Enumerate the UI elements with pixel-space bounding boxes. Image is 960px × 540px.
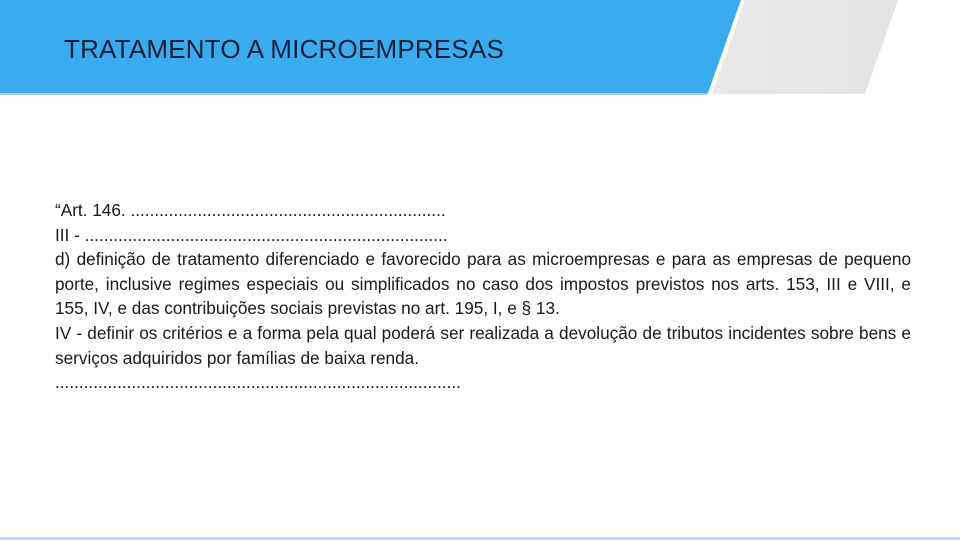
article-paragraph-d: d) definição de tratamento diferenciado e favorecido para as microempresas e para as empresas de pequeno porte, inclusive regimes especiais ou simplificados no caso dos impostos previstos nos arts. 153, III e VIII, e 155, IV, e das contribuições sociais previstas no art. 195, I, e § 13.: [55, 249, 911, 319]
article-line-art146: “Art. 146. ..................................................................: [55, 200, 446, 220]
page-title: TRATAMENTO A MICROEMPRESAS: [64, 34, 505, 64]
header-accent-gray: [712, 0, 898, 94]
article-text: [55, 198, 911, 395]
header-band-shadow: [0, 93, 708, 95]
article-line-item-iii: III - ............................................................................: [55, 224, 448, 245]
article-paragraph-iv: IV - definir os critérios e a forma pela qual poderá ser realizada a devolução de tributos incidentes sobre bens e serviços adquiridos por famílias de baixa renda.: [55, 322, 911, 368]
article-line-ellipsis: .....................................................................................: [55, 372, 461, 393]
